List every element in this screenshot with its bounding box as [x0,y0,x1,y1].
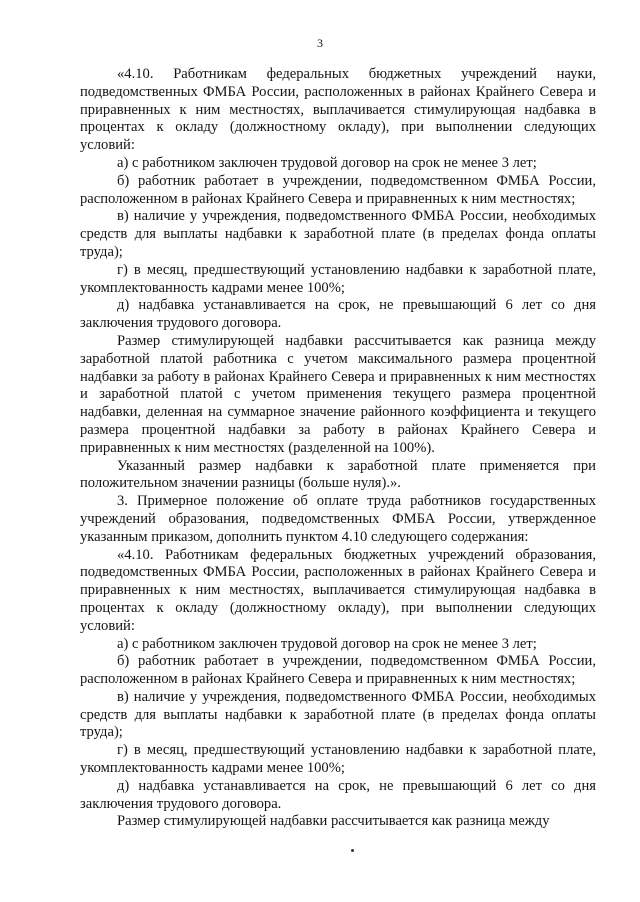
condition-g: г) в месяц, предшествующий установлению надбавки к заработной плате, укомплектованность кадрами менее 100%; [80,742,596,777]
condition-a: а) с работником заключен трудовой договор на срок не менее 3 лет; [117,154,537,171]
document-body [80,66,596,831]
allowance-size-paragraph: Размер стимулирующей надбавки рассчитывается как разница между заработной платой работника с учетом максимального размера процентной надбавки за работу в районах Крайнего Севера и приравненных к ним местностях и заработной платой с учетом применения текущего размера процентной надбавки, деленная на суммарное значение районного коэффициента и текущего размера процентной надбавки за работу в районах Крайнего Севера и приравненных к ним местностях (разделенной на 100%). [80,332,596,456]
scan-speck [351,849,354,852]
condition-a: а) с работником заключен трудовой договор на срок не менее 3 лет; [117,635,537,652]
item-3-paragraph: 3. Примерное положение об оплате труда работников государственных учреждений образования, подведомственных ФМБА России, утвержденное указанным приказом, дополнить пунктом 4.10 следующего содержания: [80,493,596,545]
condition-d: д) надбавка устанавливается на срок, не превышающий 6 лет со дня заключения трудового договора. [80,777,596,812]
condition-v: в) наличие у учреждения, подведомственного ФМБА России, необходимых средств для выплаты надбавки к заработной плате (в пределах фонда оплаты труда); [80,688,596,741]
paragraph-4-10-education-intro: «4.10. Работникам федеральных бюджетных учреждений образования, подведомственных ФМБА России, расположенных в районах Крайнего Севера и приравненных к ним местностях, выплачивается стимулирующая надбавка в процентах к окладу (должностному окладу), при выполнении следующих условий: [80,546,596,634]
condition-b: б) работник работает в учреждении, подведомственном ФМБА России, расположенном в районах Крайнего Севера и приравненных к ним местностях; [80,653,596,688]
page-number: 3 [317,36,323,50]
condition-v: в) наличие у учреждения, подведомственного ФМБА России, необходимых средств для выплаты надбавки к заработной плате (в пределах фонда оплаты труда); [80,208,596,260]
condition-b: б) работник работает в учреждении, подведомственном ФМБА России, расположенном в районах Крайнего Севера и приравненных к ним местностях; [80,172,596,207]
condition-d: д) надбавка устанавливается на срок, не превышающий 6 лет со дня заключения трудового договора. [80,297,596,332]
allowance-size-paragraph: Размер стимулирующей надбавки рассчитывается как разница между [117,813,550,830]
allowance-applies-paragraph: Указанный размер надбавки к заработной плате применяется при положительном значении разницы (больше нуля).». [80,457,596,492]
condition-g: г) в месяц, предшествующий установлению надбавки к заработной плате, укомплектованность кадрами менее 100%; [80,261,596,296]
paragraph-4-10-science-intro: «4.10. Работникам федеральных бюджетных учреждений науки, подведомственных ФМБА России, расположенных в районах Крайнего Севера и приравненных к ним местностях, выплачивается стимулирующая надбавка в процентах к окладу (должностному окладу), при выполнении следующих условий: [80,66,596,154]
